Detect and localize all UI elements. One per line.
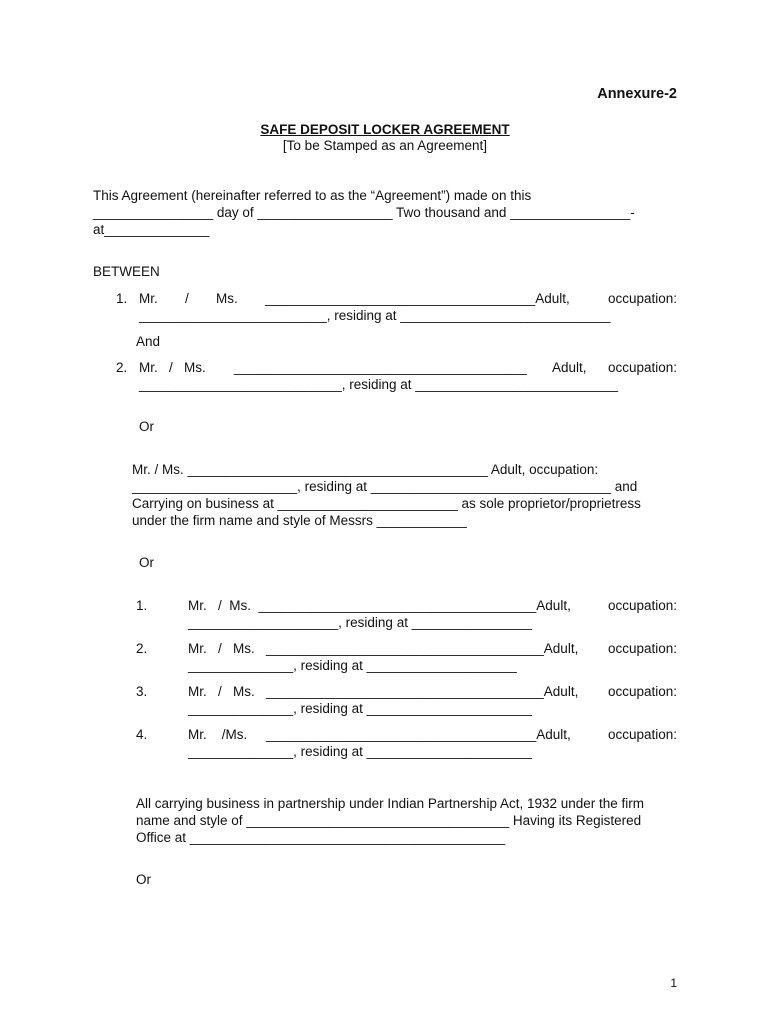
proprietor-line-2: ______________________, residing at ________________________________ and — [132, 479, 638, 494]
annexure-label: Annexure-2 — [597, 86, 677, 102]
partner-3-number: 3. — [136, 684, 148, 699]
partner-3-name: Mr. / Ms. _____________________________________Adult, — [188, 684, 579, 699]
party-2-number: 2. — [116, 360, 128, 375]
partner-3-occupation: occupation: — [607, 684, 677, 699]
partnership-line-2: name and style of ___________________________________ Having its Registered — [136, 813, 642, 828]
proprietor-line-1: Mr. / Ms. ________________________________________ Adult, occupation: — [132, 462, 599, 477]
party-1-mr: Mr. — [139, 291, 158, 306]
partner-1-name: Mr. / Ms. _____________________________________Adult, — [188, 598, 571, 613]
intro-line-3: at______________ — [93, 222, 210, 237]
party-2-name-blank: _______________________________________ — [234, 360, 527, 375]
party-2-residing: ___________________________, residing at ___________________________ — [139, 377, 618, 392]
party-1-ms: Ms. — [216, 291, 238, 306]
party-1-slash: / — [185, 291, 189, 306]
partner-2-number: 2. — [136, 641, 148, 656]
party-2-occupation: occupation: — [607, 360, 677, 375]
party-1-name-blank: ____________________________________Adult, — [265, 291, 570, 306]
partnership-line-1: All carrying business in partnership under Indian Partnership Act, 1932 under the firm — [136, 796, 645, 811]
party-1-occupation: occupation: — [607, 291, 677, 306]
partner-4-occupation: occupation: — [607, 727, 677, 742]
partner-2-occupation: occupation: — [607, 641, 677, 656]
partnership-line-3: Office at __________________________________________ — [136, 830, 506, 845]
partner-1-residing: ____________________, residing at ________________ — [188, 615, 532, 630]
party-2-prefix: Mr. / Ms. — [139, 360, 206, 375]
or-connector-2: Or — [139, 555, 154, 570]
document-subtitle: [To be Stamped as an Agreement] — [282, 138, 488, 153]
partner-2-name: Mr. / Ms. _____________________________________Adult, — [188, 641, 579, 656]
intro-line-1: This Agreement (hereinafter referred to as the “Agreement”) made on this — [93, 188, 532, 203]
partner-1-number: 1. — [136, 598, 148, 613]
between-heading: BETWEEN — [93, 264, 160, 279]
document-title: SAFE DEPOSIT LOCKER AGREEMENT — [260, 122, 510, 137]
party-1-number: 1. — [116, 291, 128, 306]
partner-3-residing: ______________, residing at ______________________ — [188, 701, 532, 716]
or-connector-3: Or — [136, 872, 151, 887]
partner-4-name: Mr. /Ms. ____________________________________Adult, — [188, 727, 571, 742]
partner-4-number: 4. — [136, 727, 148, 742]
partner-4-residing: ______________, residing at ______________________ — [188, 744, 532, 759]
party-1-residing: _________________________, residing at ____________________________ — [139, 308, 611, 323]
or-connector-1: Or — [139, 419, 154, 434]
proprietor-line-3: Carrying on business at ________________________ as sole proprietor/proprietress — [132, 496, 641, 511]
intro-line-2: ________________ day of __________________ Two thousand and ________________- — [93, 205, 635, 220]
partner-1-occupation: occupation: — [607, 598, 677, 613]
partner-2-residing: ______________, residing at ____________________ — [188, 658, 517, 673]
and-connector: And — [136, 334, 161, 349]
page-number: 1 — [670, 976, 677, 990]
proprietor-line-4: under the firm name and style of Messrs ____________ — [132, 513, 467, 528]
party-2-adult: Adult, — [552, 360, 587, 375]
